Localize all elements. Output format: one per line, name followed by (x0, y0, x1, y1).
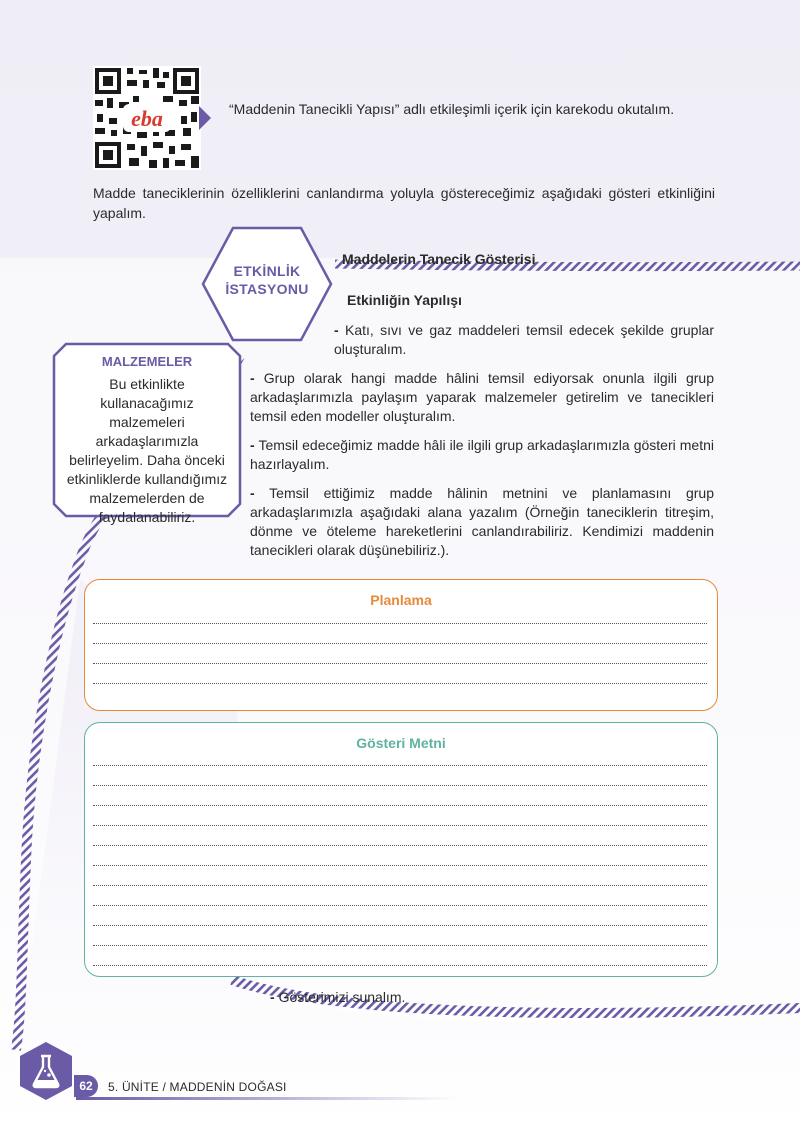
planning-title: Planlama (370, 592, 432, 608)
materials-box (52, 342, 242, 525)
writing-line[interactable] (93, 904, 707, 906)
intro-text: Madde taneciklerinin özelliklerini canlandırma yoluyla göstereceğimiz aşağıdaki gösteri etkinliğini yapalım. (93, 185, 715, 221)
show-text-title: Gösteri Metni (356, 735, 446, 751)
writing-line[interactable] (93, 642, 707, 644)
svg-text:eba: eba (131, 106, 163, 131)
writing-line[interactable] (93, 944, 707, 946)
qr-caption: “Maddenin Tanecikli Yapısı” adlı etkileşimli içerik için karekodu okutalım. (229, 101, 675, 117)
step-text: Katı, sıvı ve gaz maddeleri temsil edecek şekilde gruplar oluşturalım. (334, 322, 714, 357)
writing-line[interactable] (93, 804, 707, 806)
writing-line[interactable] (93, 824, 707, 826)
writing-line[interactable] (93, 964, 707, 966)
materials-title: MALZEMELER (101, 354, 193, 369)
show-text-box[interactable] (84, 722, 718, 977)
materials-text: Bu etkinlikte kullanacağımız malzemeleri arkadaşlarımızla belirleyelim. Daha önceki etkinliklerde kullandığımız malzemelerden de faydalanabiliriz. (66, 376, 228, 525)
step-2 (250, 369, 714, 426)
step-bullet: - (250, 485, 255, 501)
page-number: 62 (74, 1075, 98, 1097)
qr-code-icon[interactable] (93, 66, 201, 170)
step-text: Temsil edeceğimiz madde hâli ile ilgili grup arkadaşlarımızla gösteri metni hazırlayalım. (250, 437, 714, 472)
footer-divider (76, 1097, 456, 1100)
step-3 (250, 436, 714, 474)
writing-line[interactable] (93, 884, 707, 886)
step-bullet: - (250, 437, 255, 453)
step-5 (270, 989, 405, 1005)
step-text: Grup olarak hangi madde hâlini temsil ediyorsak onunla ilgili grup arkadaşlarımızla paylaşım yaparak malzemeler getirelim ve tanecikleri temsil eden modeller oluşturalım. (250, 370, 714, 424)
step-4 (250, 484, 714, 560)
activity-station-badge (199, 224, 335, 344)
step-text: Temsil ettiğimiz madde hâlinin metnini ve planlamasını grup arkadaşlarımızla aşağıdaki alana yazalım (Örneğin taneciklerin titreşim, dönme ve öteleme hareketlerini canlandırabiliriz. Kendimizi maddenin tanecikleri olarak düşünebiliriz.). (250, 485, 714, 558)
step-bullet: - (270, 989, 275, 1005)
qr-pointer-arrow (199, 106, 211, 130)
step-bullet: - (334, 322, 339, 338)
writing-line[interactable] (93, 924, 707, 926)
station-line-2: İSTASYONU (225, 281, 309, 297)
writing-line[interactable] (93, 784, 707, 786)
flask-icon (16, 1040, 76, 1102)
planning-box[interactable] (84, 579, 718, 711)
writing-line[interactable] (93, 622, 707, 624)
activity-title: Maddelerin Tanecik Gösterisi (342, 251, 536, 267)
writing-line[interactable] (93, 844, 707, 846)
activity-subtitle: Etkinliğin Yapılışı (347, 292, 462, 308)
step-text: Gösterimizi sunalım. (278, 989, 406, 1005)
step-bullet: - (250, 370, 255, 386)
unit-title: 5. ÜNİTE / MADDENİN DOĞASI (108, 1080, 287, 1094)
writing-line[interactable] (93, 682, 707, 684)
writing-line[interactable] (93, 864, 707, 866)
writing-line[interactable] (93, 662, 707, 664)
station-line-1: ETKİNLİK (233, 263, 301, 279)
writing-line[interactable] (93, 764, 707, 766)
step-1 (334, 321, 714, 359)
